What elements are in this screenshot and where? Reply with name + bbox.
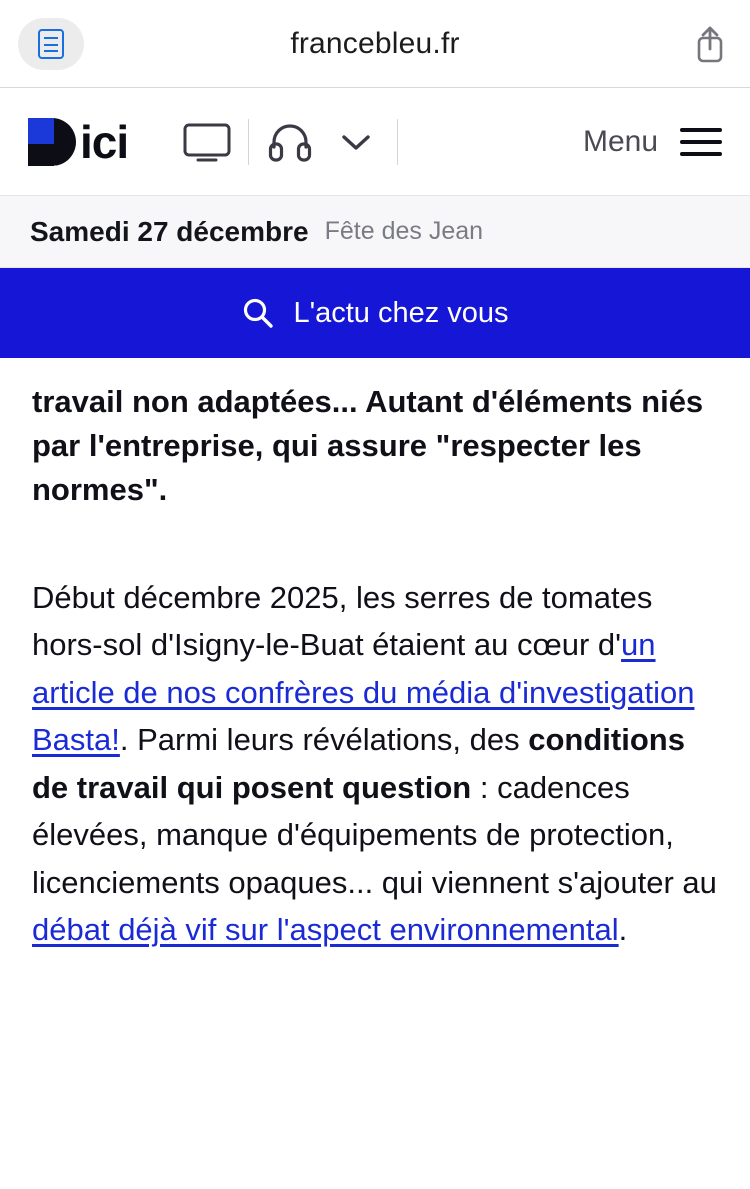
- header-divider-2: [397, 119, 398, 165]
- current-date: Samedi 27 décembre: [30, 215, 309, 247]
- site-header: [0, 88, 750, 196]
- chevron-down-icon: [336, 129, 376, 155]
- tv-screen-icon: [182, 120, 232, 164]
- ici-logo-mark: [28, 118, 76, 166]
- hamburger-menu-icon: [680, 128, 722, 156]
- menu-button[interactable]: [583, 125, 722, 159]
- browser-toolbar: [0, 0, 750, 88]
- article-body: [0, 358, 750, 953]
- paragraph-part-4: .: [618, 912, 628, 947]
- article-lede: travail non adaptées... Autant d'éléments niés par l'entreprise, qui assure "respecter les normes".: [32, 384, 704, 508]
- share-button[interactable]: [688, 18, 732, 70]
- paragraph-part-2: . Parmi leurs révélations, des: [119, 722, 529, 758]
- audio-dropdown-button[interactable]: [323, 115, 389, 169]
- tv-button[interactable]: [174, 115, 240, 169]
- article-link-environnemental[interactable]: débat déjà vif sur l'aspect environnemental: [32, 912, 619, 947]
- reader-mode-icon: [38, 29, 64, 59]
- paragraph-part-1: Début décembre 2025, les serres de tomates hors-sol d'Isigny-le-Buat étaient au cœur d': [32, 580, 653, 663]
- header-divider: [248, 119, 249, 165]
- paragraph-bold-1: conditions de travail qui posent question: [32, 722, 685, 805]
- url-display[interactable]: francebleu.fr: [290, 26, 460, 60]
- local-news-cta[interactable]: [0, 268, 750, 358]
- search-icon: [241, 296, 275, 330]
- site-logo-label: ici: [80, 115, 129, 168]
- share-icon: [694, 24, 726, 64]
- date-strip: [0, 196, 750, 268]
- reader-mode-button[interactable]: [18, 18, 84, 70]
- saint-of-the-day: Fête des Jean: [324, 217, 484, 245]
- audio-button[interactable]: [257, 115, 323, 169]
- local-news-cta-label: L'actu chez vous: [293, 296, 509, 329]
- article-link-basta[interactable]: un article de nos confrères du média d'investigation Basta!: [32, 627, 695, 758]
- article-paragraph: [32, 574, 718, 953]
- paragraph-part-3: : cadences élevées, manque d'équipements de protection, licenciements opaques... qui viennent s'ajouter au: [32, 769, 717, 900]
- menu-label: Menu: [582, 124, 658, 158]
- header-tools: [174, 115, 406, 169]
- headphones-icon: [267, 119, 313, 165]
- site-logo[interactable]: [28, 115, 129, 168]
